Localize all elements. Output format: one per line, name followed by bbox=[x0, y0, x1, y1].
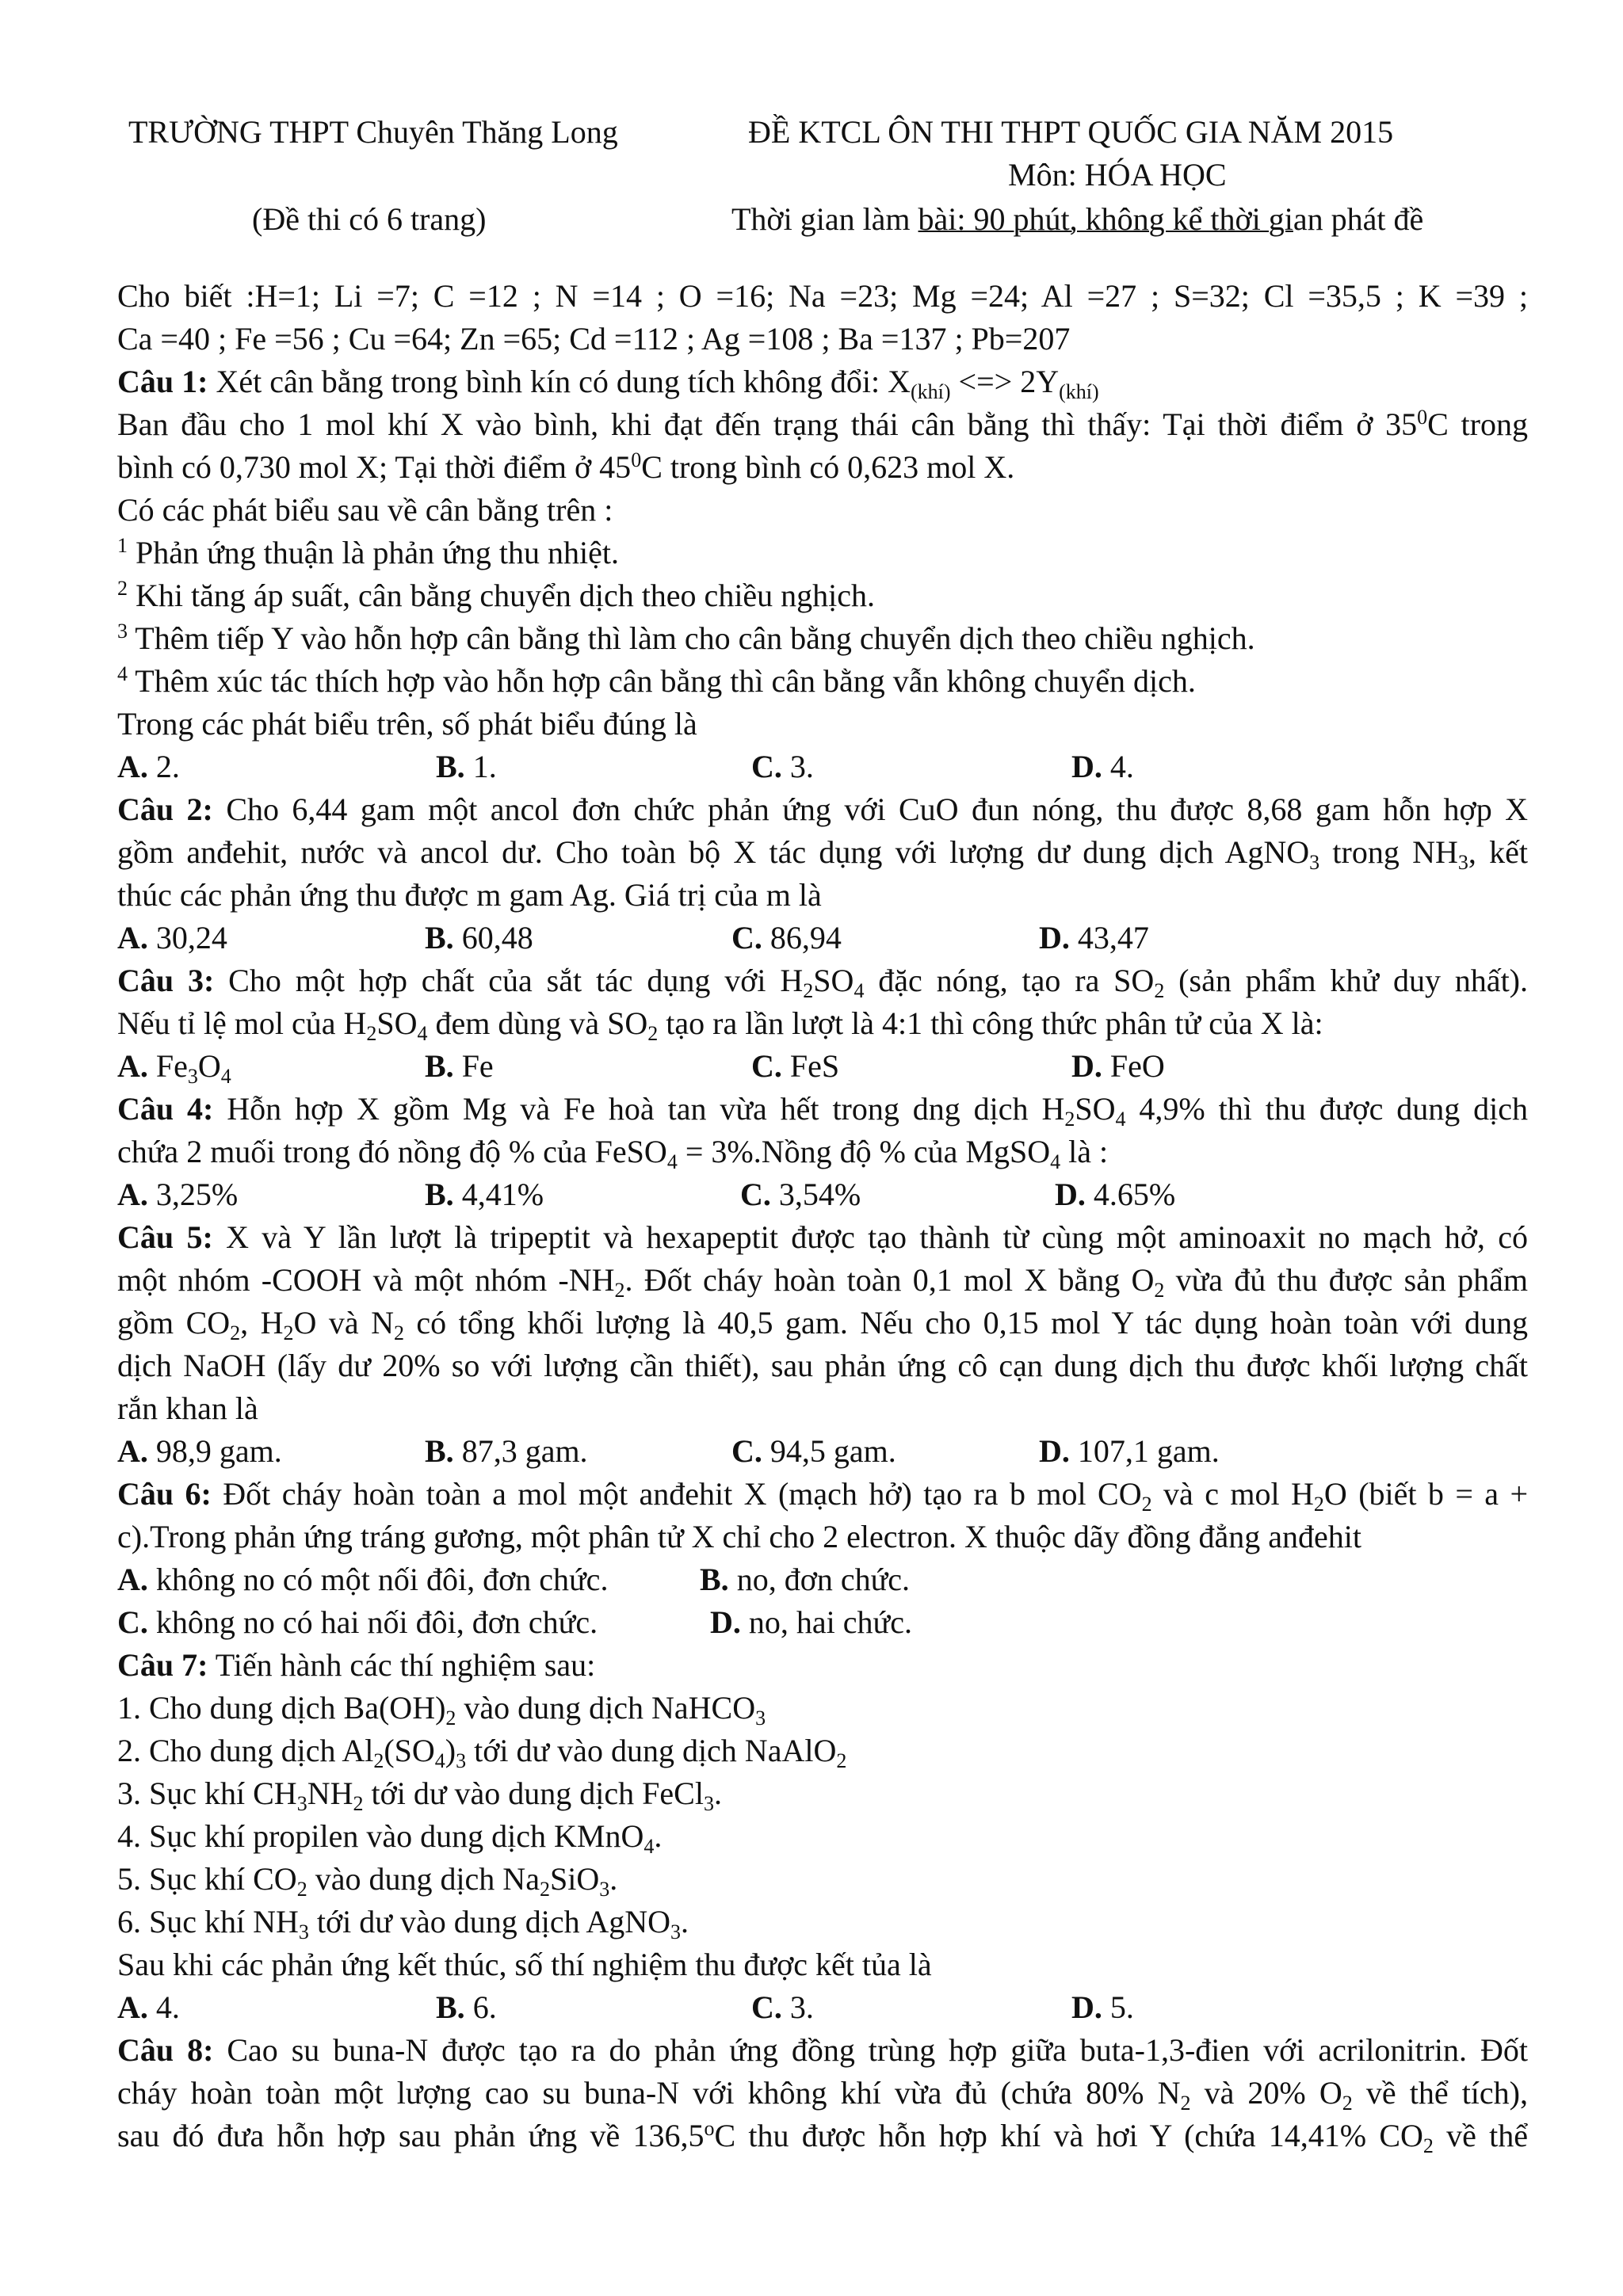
question-6-stem: Câu 6: Đốt cháy hoàn toàn a mol một anđehit X (mạch hở) tạo ra b mol $CO_2$ và c mol $H_2O$ (biết b = a + bbox=[117, 1476, 1529, 1516]
question-1-prompt: Trong các phát biểu trên, số phát biểu đúng là bbox=[117, 706, 697, 742]
option-b: B. no, đơn chức. bbox=[700, 1562, 911, 1597]
option-a: A. 2. bbox=[117, 749, 180, 784]
school-name: TRƯỜNG THPT Chuyên Thăng Long bbox=[128, 114, 618, 150]
question-2-text: gồm anđehit, nước và ancol dư. Cho toàn bộ X tác dụng với lượng dư dung dịch AgNO$_3$ trong $NH_3$, kết bbox=[117, 834, 1528, 874]
option-b: B. 6. bbox=[436, 1989, 497, 2025]
given-atomic-masses-1: Cho biết :H=1; Li =7; C =12 ; N =14 ; O =16; Na =23; Mg =24; Al =27 ; S=32; Cl =35,5 ; K =39 ; bbox=[117, 278, 1528, 314]
option-b: B. Fe bbox=[425, 1048, 494, 1084]
option-d: D. 43,47 bbox=[1039, 920, 1149, 955]
question-5-text: gồm $CO_2$, $H_2O$ và $N_2$ có tổng khối lượng là 40,5 gam. Nếu cho 0,15 mol Y tác dụng hoàn toàn với dung bbox=[117, 1305, 1528, 1344]
option-b: B. 4,41% bbox=[425, 1177, 544, 1212]
experiment-item: 3. Sục khí $CH_3NH_2$ tới dư vào dung dịch FeCl$_3$. bbox=[117, 1775, 722, 1815]
question-5-text: dịch NaOH (lấy dư 20% so với lượng cần thiết), sau phản ứng cô cạn dung dịch thu được khối lượng chất bbox=[117, 1348, 1528, 1383]
question-3-text: Nếu tỉ lệ mol của $H_2SO_4$ đem dùng và $SO_2$ tạo ra lần lượt là 4:1 thì công thức phân tử của X là: bbox=[117, 1005, 1323, 1045]
option-a: A. 98,9 gam. bbox=[117, 1433, 282, 1469]
question-5-text: rắn khan là bbox=[117, 1390, 258, 1426]
question-5-text: một nhóm -COOH và một nhóm $-NH_2$. Đốt cháy hoàn toàn 0,1 mol X bằng $O_2$ vừa đủ thu được sản phẩm bbox=[117, 1262, 1528, 1302]
option-d: D. FeO bbox=[1071, 1048, 1165, 1084]
experiment-item: 5. Sục khí $CO_2$ vào dung dịch $Na_2SiO_3$. bbox=[117, 1861, 618, 1901]
pages-note: (Đề thi có 6 trang) bbox=[252, 201, 487, 237]
option-d: D. 107,1 gam. bbox=[1039, 1433, 1220, 1469]
experiment-item: 1. Cho dung dịch $Ba(OH)_2$ vào dung dịch NaHCO$_3$ bbox=[117, 1690, 766, 1730]
option-b: B. 60,48 bbox=[425, 920, 533, 955]
question-2-stem: Câu 2: Cho 6,44 gam một ancol đơn chức phản ứng với CuO đun nóng, thu được 8,68 gam hỗn hợp X bbox=[117, 791, 1529, 827]
given-atomic-masses-2: Ca =40 ; Fe =56 ; Cu =64; Zn =65; Cd =112 ; Ag =108 ; Ba =137 ; Pb=207 bbox=[117, 321, 1071, 357]
exam-content bbox=[117, 275, 1528, 2157]
experiment-item: 6. Sục khí $NH_3$ tới dư vào dung dịch AgNO$_3$. bbox=[117, 1904, 689, 1943]
question-2-text: thúc các phản ứng thu được m gam Ag. Giá trị của m là bbox=[117, 877, 822, 913]
option-c: C. 3,54% bbox=[740, 1177, 861, 1212]
question-7-prompt: Sau khi các phản ứng kết thúc, số thí nghiệm thu được kết tủa là bbox=[117, 1947, 932, 1982]
option-d: D. 4.65% bbox=[1055, 1177, 1176, 1212]
question-4-text: chứa 2 muối trong đó nồng độ % của FeSO$_4$ = 3%.Nồng độ % của MgSO$_4$ là : bbox=[117, 1134, 1109, 1173]
option-c: C. FeS bbox=[751, 1048, 840, 1084]
option-b: B. 87,3 gam. bbox=[425, 1433, 588, 1469]
option-c: C. không no có hai nối đôi, đơn chức. bbox=[117, 1604, 598, 1640]
option-d: D. no, hai chức. bbox=[710, 1604, 912, 1640]
answer-options bbox=[117, 746, 1528, 788]
question-6-text: c).Trong phản ứng tráng gương, một phân tử X chỉ cho 2 electron. X thuộc dãy đồng đẳng anđehit bbox=[117, 1519, 1361, 1554]
answer-options bbox=[117, 1986, 1528, 2029]
answer-options bbox=[117, 1045, 1528, 1088]
question-8-stem: Câu 8: Cao su buna-N được tạo ra do phản ứng đồng trùng hợp giữa buta-1,3-đien với acrilonitrin. Đốt bbox=[117, 2032, 1528, 2068]
statement-item: $^2$ Khi tăng áp suất, cân bằng chuyển dịch theo chiều nghịch. bbox=[117, 577, 876, 613]
question-label: Câu 1: bbox=[117, 364, 208, 399]
answer-options bbox=[117, 1601, 1528, 1644]
question-1-stem: Câu 1: Xét cân bằng trong bình kín có dung tích không đổi: $X_{(khí)}$ <=> $2Y_{(khí)}$ bbox=[117, 364, 1099, 403]
option-c: C. 3. bbox=[751, 749, 814, 784]
question-5-stem: Câu 5: X và Y lần lượt là tripeptit và hexapeptit được tạo thành từ cùng một aminoaxit no mạch hở, có bbox=[117, 1219, 1529, 1255]
option-c: C. 94,5 gam. bbox=[731, 1433, 896, 1469]
option-a: A. 4. bbox=[117, 1989, 180, 2025]
question-7-stem: Câu 7: Tiến hành các thí nghiệm sau: bbox=[117, 1647, 596, 1683]
option-a: A. không no có một nối đôi, đơn chức. bbox=[117, 1562, 609, 1597]
exam-title: ĐỀ KTCL ÔN THI THPT QUỐC GIA NĂM 2015 bbox=[748, 114, 1394, 150]
time-note: Thời gian làm bài: 90 phút, không kể thời gian phát đề bbox=[731, 201, 1424, 237]
subject-line: Môn: HÓA HỌC bbox=[1008, 157, 1227, 193]
option-b: B. 1. bbox=[436, 749, 497, 784]
option-a: A. 30,24 bbox=[117, 920, 227, 955]
question-8-text: sau đó đưa hỗn hợp sau phản ứng về 136,5$^o$C thu được hỗn hợp khí và hơi Y (chứa 14,41% $CO_2$ về thể bbox=[117, 2117, 1528, 2157]
option-c: C. 3. bbox=[751, 1989, 814, 2025]
option-c: C. 86,94 bbox=[731, 920, 842, 955]
option-a: A. 3,25% bbox=[117, 1177, 239, 1212]
question-1-intro: Có các phát biểu sau về cân bằng trên : bbox=[117, 492, 613, 528]
answer-options bbox=[117, 917, 1528, 959]
answer-options bbox=[117, 1173, 1528, 1216]
question-8-text: cháy hoàn toàn một lượng cao su buna-N với không khí vừa đủ (chứa 80% $N_2$ và 20% $O_2$ về thể tích), bbox=[117, 2075, 1528, 2115]
answer-options bbox=[117, 1430, 1528, 1473]
statement-item: $^1$ Phản ứng thuận là phản ứng thu nhiệt. bbox=[117, 534, 619, 570]
option-d: D. 5. bbox=[1071, 1989, 1134, 2025]
option-a: A. $Fe_3O_4$ bbox=[117, 1048, 231, 1088]
option-d: D. 4. bbox=[1071, 749, 1134, 784]
question-3-stem: Câu 3: Cho một hợp chất của sắt tác dụng với $H_2SO_4$ đặc nóng, tạo ra $SO_2$ (sản phẩm khử duy nhất). bbox=[117, 963, 1528, 1002]
question-1-text: bình có 0,730 mol X; Tại thời điểm ở $45^0C$ trong bình có 0,623 mol X. bbox=[117, 448, 1015, 485]
question-1-text: Ban đầu cho 1 mol khí X vào bình, khi đạt đến trạng thái cân bằng thì thấy: Tại thời điểm ở $35^0C$ trong bbox=[117, 406, 1528, 442]
statement-item: $^4$ Thêm xúc tác thích hợp vào hỗn hợp cân bằng thì cân bằng vẫn không chuyển dịch. bbox=[117, 662, 1196, 699]
answer-options bbox=[117, 1558, 1528, 1601]
question-4-stem: Câu 4: Hỗn hợp X gồm Mg và Fe hoà tan vừa hết trong dng dịch $H_2SO_4$ 4,9% thì thu được dung dịch bbox=[117, 1091, 1529, 1131]
statement-item: $^3$ Thêm tiếp Y vào hỗn hợp cân bằng thì làm cho cân bằng chuyển dịch theo chiều nghịch. bbox=[117, 620, 1255, 656]
experiment-item: 2. Cho dung dịch $Al_2(SO_4)_3$ tới dư vào dung dịch NaAlO$_2$ bbox=[117, 1733, 847, 1772]
experiment-item: 4. Sục khí propilen vào dung dịch KMnO$_4$. bbox=[117, 1818, 663, 1858]
